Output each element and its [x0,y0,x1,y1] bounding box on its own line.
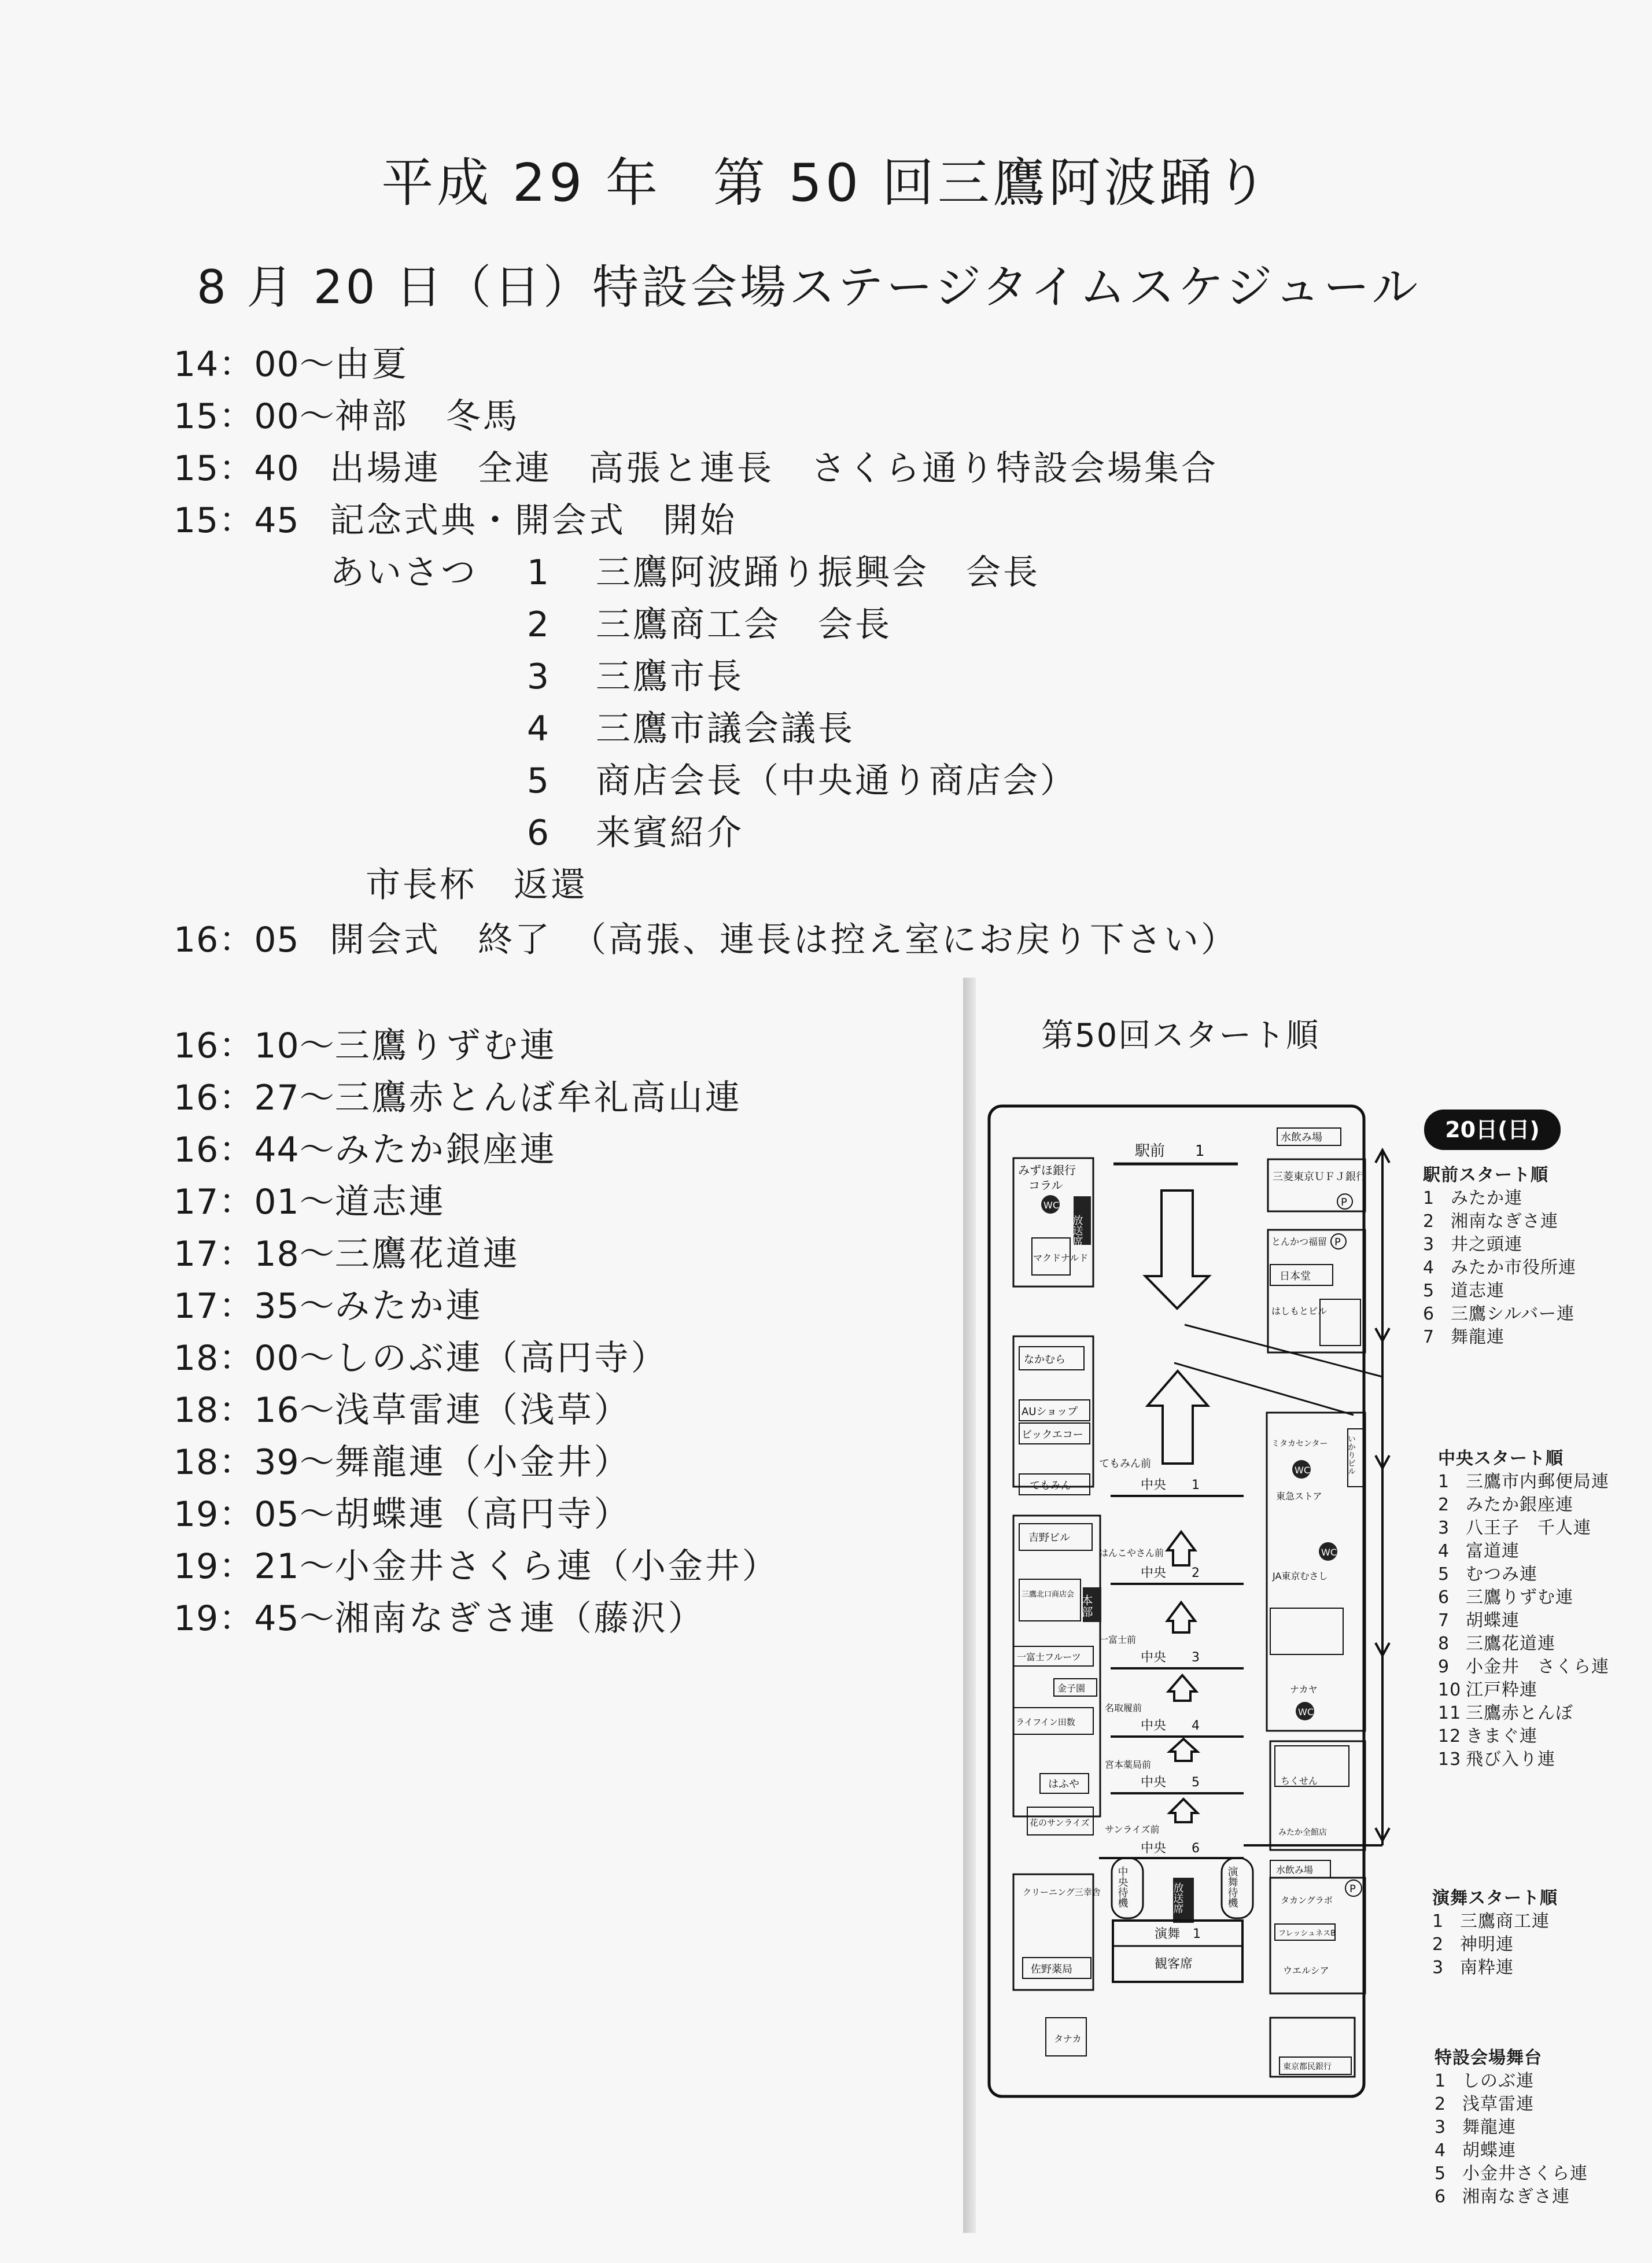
legend-item: 4 富道連 [1438,1541,1520,1561]
greeting-item: 三鷹商工会 会長 [596,605,892,645]
map-label-temimi: てもみん [1030,1480,1071,1492]
legend-item: 12 きまぐ連 [1438,1726,1537,1746]
legend-item: 6 三鷹りずむ連 [1438,1587,1573,1608]
greeting-item: 三鷹阿波踊り振興会 会長 [596,552,1040,593]
performance-time: 17：18～ [174,1234,335,1274]
map-label-lifein: ライフイン田数 [1016,1717,1075,1727]
map-label-ja: JA東京むさし [1273,1571,1328,1582]
map-label-chuo4: 中央 4 [1141,1719,1200,1733]
map-label-bic: ビックエコー [1022,1429,1083,1441]
date-badge: 20日(日) [1424,1110,1561,1150]
performance-time: 16：10～ [174,1026,335,1066]
greetings-label: あいさつ [330,552,478,593]
performance-group: 道志連 [334,1182,446,1222]
map-label-nihondo: 日本堂 [1279,1270,1311,1282]
legend-heading: 特設会場舞台 [1435,2048,1542,2068]
map-label-yoshino: 吉野ビル [1028,1532,1070,1544]
map-label-fuji-fruits: 一富士フルーツ [1017,1652,1081,1663]
map-label-kanekoya: 金子園 [1057,1683,1086,1694]
wc-icon: WC [1321,1547,1337,1558]
legend-heading: 演舞スタート順 [1432,1888,1558,1908]
greeting-number: 4 [526,709,550,749]
page-subtitle: 8 月 20 日（日）特設会場ステージタイムスケジュール [197,260,1421,314]
parking-icon: P [1341,1196,1347,1208]
legend-item: 1 しのぶ連 [1435,2071,1534,2091]
map-label-hafuya: はふや [1048,1778,1079,1790]
performance-time: 19：21～ [174,1546,335,1587]
cup-return: 市長杯 返還 [366,865,588,905]
legend-heading: 駅前スタート順 [1423,1165,1548,1185]
map-label-mitaka-center: ミタカセンター [1271,1439,1328,1449]
legend-item: 5 小金井さくら連 [1435,2164,1588,2184]
map-label-hashimoto: はしもとビル [1271,1306,1328,1317]
map-label-hanko: はんこやさん前 [1099,1547,1164,1558]
legend-item: 6 湘南なぎさ連 [1435,2187,1570,2207]
schedule-time: 14：00～ [174,344,335,385]
wc-icon: WC [1295,1465,1310,1476]
legend-stage [1435,2047,1588,2209]
schedule-time: 15：40 [174,448,300,489]
legend-item: 2 湘南なぎさ連 [1423,1211,1558,1232]
schedule-time: 15：45 [174,500,300,541]
map-label-sano: 佐野薬局 [1031,1963,1072,1975]
greeting-item: 商店会長（中央通り商店会） [596,761,1077,801]
legend-item: 1 みたか連 [1423,1188,1522,1208]
map-label-chuo5: 中央 5 [1141,1775,1200,1790]
map-label-nakamura: なかむら [1024,1354,1065,1366]
legend-item: 2 みたか銀座連 [1438,1495,1573,1515]
map-label-miyamoto: 宮本薬局前 [1105,1759,1152,1770]
map-label-chuo2: 中央 2 [1141,1566,1200,1580]
map-label-chuo-wait: 中央待機 [1116,1866,1129,1908]
schedule-event: 開会式 終了 （高張、連長は控え室にお戻り下さい） [330,920,1238,960]
schedule-event: 出場連 全連 高張と連長 さくら通り特設会場集合 [330,448,1218,489]
performance-group: 三鷹花道連 [334,1234,520,1274]
map-label-sunrise: サンライズ前 [1105,1824,1160,1835]
performance-group: みたか銀座連 [334,1130,557,1170]
legend-item: 2 浅草雷連 [1435,2094,1534,2114]
map-label-cleaning: クリーニング三幸舎 [1023,1887,1101,1897]
legend-item: 3 八王子 千人連 [1438,1518,1591,1538]
legend-item: 2 神明連 [1432,1934,1514,1955]
legend-item: 11 三鷹赤とんぼ [1438,1703,1573,1723]
map-label-tonkatsu: とんかつ福留 [1271,1236,1328,1247]
performance-time: 19：05～ [174,1494,335,1535]
performance-group: 湘南なぎさ連（藤沢） [334,1598,705,1639]
map-label-broadcast2: 放送席 [1171,1882,1184,1914]
legend-item: 7 胡蝶連 [1438,1610,1520,1631]
map-label-water2: 水飲み場 [1276,1864,1314,1875]
legend-enbu [1432,1887,1558,1980]
map-label-shinkin: 東京都民銀行 [1283,2062,1332,2072]
map-label-fujimae: 一富士前 [1099,1634,1137,1645]
legend-item: 4 胡蝶連 [1435,2140,1516,2161]
map-label-chuo1: 中央 1 [1141,1478,1200,1492]
map-label-ufj: 三菱東京ＵＦＪ銀行 [1273,1171,1366,1183]
greeting-number: 6 [526,813,550,853]
greeting-number: 1 [526,552,550,593]
performance-group: みたか連 [334,1286,483,1326]
map-label-ikari: いかりビル [1347,1435,1356,1475]
map-label-mcd: マクドナルド [1033,1252,1089,1263]
map-label-broadcast: 放送席 [1071,1215,1083,1246]
performance-group: 胡蝶連（高円寺） [334,1494,631,1535]
legend-heading: 中央スタート順 [1438,1449,1564,1469]
map-label-enbu1: 演舞 1 [1155,1927,1201,1941]
parking-icon: P [1334,1236,1341,1248]
legend-ekimae [1423,1164,1576,1349]
schedule-time: 16：05 [174,920,300,960]
map-label-ekimae: 駅前 1 [1135,1142,1205,1160]
performance-time: 19：45～ [174,1598,335,1639]
legend-item: 5 むつみ連 [1438,1564,1537,1584]
greeting-item: 三鷹市議会議長 [596,709,855,749]
performance-time: 16：27～ [174,1078,335,1118]
performance-group: 三鷹赤とんぼ牟礼高山連 [334,1078,742,1118]
performance-group: 小金井さくら連（小金井） [334,1546,779,1587]
legend-chuo [1438,1447,1609,1771]
map-label-chuo6: 中央 6 [1141,1841,1200,1856]
map-label-tokyu: 東急ストア [1276,1491,1322,1502]
map-label-chuo3: 中央 3 [1141,1650,1200,1665]
performance-group: 三鷹りずむ連 [334,1026,557,1066]
legend-item: 1 三鷹商工連 [1432,1911,1550,1932]
performance-time: 18：00～ [174,1338,335,1379]
greeting-number: 5 [526,761,550,801]
map-label-pachinko: タカングラボ [1281,1895,1333,1906]
schedule-event: 神部 冬馬 [334,396,520,437]
map-label-mitaka-zenkan: みたか全館店 [1278,1828,1327,1837]
performance-time: 18：16～ [174,1390,335,1431]
legend-item: 5 道志連 [1423,1281,1505,1301]
performance-time: 18：39～ [174,1442,335,1483]
map-label-au: AUショップ [1022,1406,1078,1418]
schedule-event: 由夏 [334,344,409,385]
map-label-mizuho: みずほ銀行 [1018,1163,1076,1177]
schedule-event: 記念式典・開会式 開始 [330,500,737,541]
performance-time: 17：35～ [174,1286,335,1326]
legend-item: 3 南粋連 [1432,1958,1514,1978]
map-label-koraru: コラル [1028,1178,1063,1192]
map-label-chikusen: ちくせん [1281,1775,1318,1786]
map-label-water1: 水飲み場 [1281,1132,1322,1144]
map-label-audience: 観客席 [1155,1957,1193,1971]
map-label-sunrise-shop: 花のサンライズ [1030,1818,1090,1828]
greeting-number: 2 [526,605,550,645]
legend-item: 13 飛び入り連 [1438,1749,1555,1770]
map-label-welcia: ウエルシア [1283,1965,1329,1976]
map-label-fresh: フレッシュネスB [1278,1929,1336,1938]
map-label-meikan: 名取履前 [1105,1702,1142,1713]
legend-item: 3 舞龍連 [1435,2117,1516,2137]
performance-time: 16：44～ [174,1130,335,1170]
greeting-item: 来賓紹介 [596,813,744,853]
performance-group: しのぶ連（高円寺） [334,1338,668,1379]
map-label-tanaka: タナカ [1054,2033,1082,2044]
map-label-enbu-wait: 演舞待機 [1226,1866,1238,1908]
legend-item: 6 三鷹シルバー連 [1423,1304,1575,1324]
performance-group: 舞龍連（小金井） [334,1442,631,1483]
greeting-number: 3 [526,657,550,697]
title-event: 第 50 回三鷹阿波踊り [713,153,1271,213]
parking-icon: P [1349,1883,1356,1895]
performance-group: 浅草雷連（浅草） [334,1390,631,1431]
greeting-item: 三鷹市長 [596,657,744,697]
legend-item: 1 三鷹市内郵便局連 [1438,1472,1609,1492]
legend-item: 8 三鷹花道連 [1438,1634,1555,1654]
legend-item: 9 小金井 さくら連 [1438,1657,1609,1677]
legend-item: 4 みたか市役所連 [1423,1258,1576,1278]
map-label-kitaguchi: 三鷹北口商店会 [1022,1590,1075,1599]
map-label-honbu: 本部 [1079,1594,1093,1617]
map-label-temimi-mae: てもみん前 [1099,1458,1151,1470]
wc-icon: WC [1043,1200,1059,1211]
title-year: 平成 29 年 [381,153,661,213]
wc-icon: WC [1298,1707,1314,1717]
map-label-nakaya: ナカヤ [1290,1684,1318,1695]
legend-item: 3 井之頭連 [1423,1234,1522,1255]
performance-time: 17：01～ [174,1182,335,1222]
legend-item: 10 江戸粋連 [1438,1680,1537,1700]
map-title: 第50回スタート順 [1041,1017,1320,1055]
schedule-time: 15：00～ [174,396,335,437]
legend-item: 7 舞龍連 [1423,1327,1505,1347]
